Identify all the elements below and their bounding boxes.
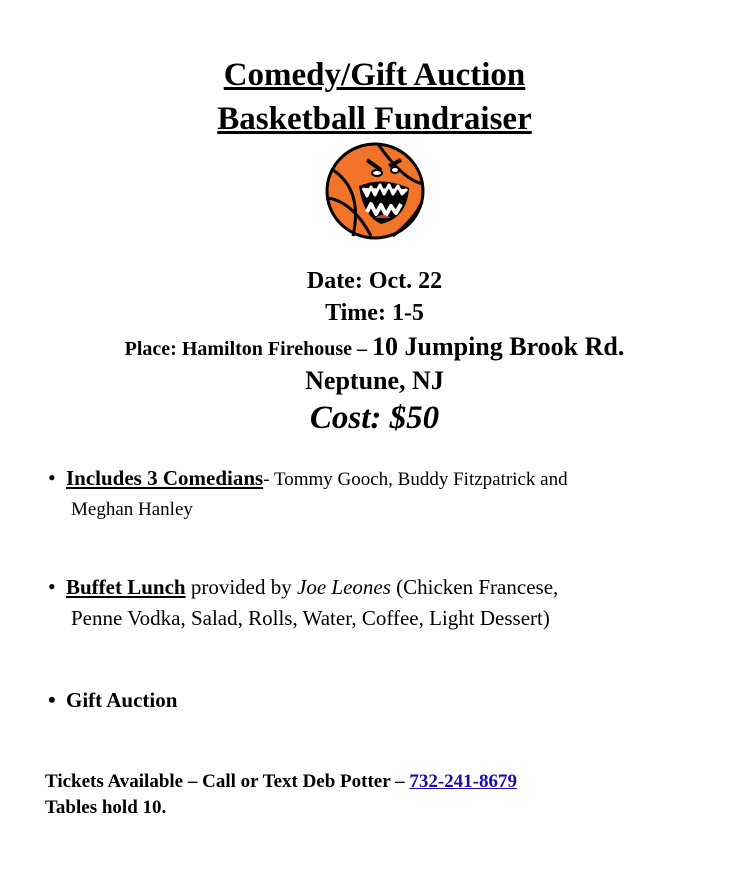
place-label: Place: Hamilton Firehouse – <box>124 338 372 360</box>
event-city: Neptune, NJ <box>305 366 444 395</box>
tables-line: Tables hold 10. <box>45 797 167 818</box>
tickets-line <box>45 769 517 795</box>
lunch-menu: (Chicken Francese, <box>390 575 559 599</box>
event-date: Date: Oct. 22 <box>306 268 443 294</box>
comedians-names-cont: Meghan Hanley <box>71 499 193 520</box>
bullet-item-lunch <box>48 571 558 603</box>
bullet-icon: • <box>48 465 56 490</box>
event-place <box>0 332 749 364</box>
title-line-2: Basketball Fundraiser <box>217 101 532 137</box>
lunch-pre: provided by <box>185 575 298 599</box>
title-line-1: Comedy/Gift Auction <box>223 57 526 93</box>
lunch-vendor: Joe Leones <box>297 575 391 599</box>
lunch-menu-cont: Penne Vodka, Salad, Rolls, Water, Coffee, Light Dessert) <box>71 606 550 630</box>
comedians-separator: - <box>263 469 274 490</box>
bullet-icon: • <box>48 574 56 599</box>
bullet-item-auction <box>48 684 177 716</box>
comedians-names: Tommy Gooch, Buddy Fitzpatrick and <box>273 469 568 490</box>
bullet-item-comedians <box>48 462 568 495</box>
lunch-heading: Buffet Lunch <box>66 575 186 599</box>
tickets-text: Tickets Available – Call or Text Deb Potter – <box>45 771 410 792</box>
auction-label: Gift Auction <box>66 688 178 712</box>
event-time: Time: 1-5 <box>325 300 424 326</box>
laughing-basketball-icon <box>323 140 427 240</box>
bullet-icon: • <box>48 687 56 712</box>
event-cost: Cost: $50 <box>309 400 440 436</box>
place-address: 10 Jumping Brook Rd. <box>372 332 625 361</box>
phone-link[interactable]: 732-241-8679 <box>409 771 517 792</box>
comedians-heading: Includes 3 Comedians <box>66 466 264 490</box>
